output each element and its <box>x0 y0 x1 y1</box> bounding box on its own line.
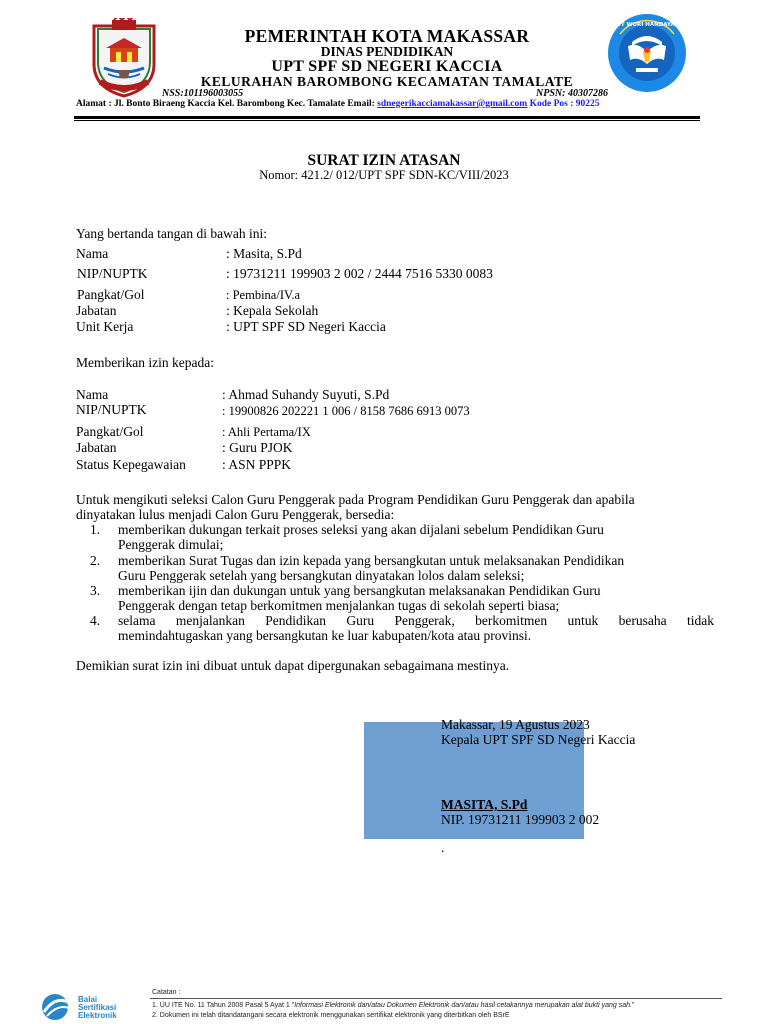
signer-value: : Kepala Sekolah <box>226 303 319 318</box>
intro-text: Yang bertanda tangan di bawah ini: <box>76 226 267 241</box>
body-paragraph-line: Untuk mengikuti seleksi Calon Guru Penggerak pada Program Pendidikan Guru Penggerak dan apabila <box>76 492 635 507</box>
grant-intro: Memberikan izin kepada: <box>76 355 214 370</box>
address-text: Alamat : Jl. Bonto Biraeng Kaccia Kel. Barombong Kec. Tamalate Email: <box>76 99 378 109</box>
list-item-text: memberikan Surat Tugas dan izin kepada yang bersangkutan untuk melaksanakan Pendidikan <box>118 553 625 568</box>
grantee-label: Status Kepegawaian <box>76 457 186 472</box>
school-name: UPT SPF SD NEGERI KACCIA <box>271 58 503 75</box>
letterhead-divider <box>74 116 700 119</box>
notes-label: Catatan : <box>152 989 181 996</box>
signer-value: : 19731211 199903 2 002 / 2444 7516 5330 0083 <box>226 266 493 281</box>
bsre-label-line: Elektronik <box>78 1011 117 1020</box>
signer-label: NIP/NUPTK <box>77 266 148 281</box>
trailing-dot: . <box>441 840 445 855</box>
note-quote: Informasi Elektronik dan/atau Dokumen Elektronik dan/atau hasil cetakannya merupakan alat bukti yang sah. <box>294 1002 632 1009</box>
grantee-value: : ASN PPPK <box>222 457 292 472</box>
email-link[interactable]: sdnegerikacciamakassar@gmail.com <box>377 99 528 109</box>
government-name: PEMERINTAH KOTA MAKASSAR <box>244 26 530 46</box>
footer-divider <box>150 998 722 999</box>
footer-note-2: 2. Dokumen ini telah ditandatangani secara elektronik menggunakan sertifikat elektronik yang diterbitkan oleh BSrE <box>152 1012 510 1019</box>
note-text: 1. UU ITE No. 11 Tahun 2008 Pasal 5 Ayat 1 " <box>152 1002 295 1009</box>
signer-value: : Pembina/IV.a <box>226 288 301 302</box>
grantee-label: Pangkat/Gol <box>76 424 144 439</box>
list-item-text: Guru Penggerak setelah yang bersangkutan dinyatakan lolos dalam seleksi; <box>118 568 525 583</box>
note-text: " <box>631 1002 635 1009</box>
list-item-text: memberikan dukungan terkait proses seleksi yang akan dijalani sebelum Pendidikan Guru <box>118 522 604 537</box>
bsre-label-line: Sertifikasi <box>78 1003 117 1012</box>
signer-label: Unit Kerja <box>76 319 134 334</box>
list-item-text: Penggerak dengan tetap berkomitmen menjalankan tugas di sekolah seperti biasa; <box>118 598 560 613</box>
grantee-value: : Ahli Pertama/IX <box>222 425 311 439</box>
svg-text:TUT WURI HANDAYANI: TUT WURI HANDAYANI <box>612 22 682 28</box>
place-date: Makassar, 19 Agustus 2023 <box>441 717 590 732</box>
list-item-number: 4. <box>90 613 101 628</box>
signer-position: Kepala UPT SPF SD Negeri Kaccia <box>441 732 636 747</box>
school-address <box>76 99 716 109</box>
signer-nip: NIP. 19731211 199903 2 002 <box>441 812 600 827</box>
list-item-text: selama menjalankan Pendidikan Guru Penggerak, berkomitmen untuk berusaha tidak <box>118 613 714 628</box>
bsre-label-line: Balai <box>78 995 98 1004</box>
list-item-text: Penggerak dimulai; <box>118 537 224 552</box>
signer-value: : UPT SPF SD Negeri Kaccia <box>226 319 386 334</box>
signer-label: Nama <box>76 246 109 261</box>
grantee-value: : Ahmad Suhandy Suyuti, S.Pd <box>222 387 390 402</box>
letterhead-divider-thin <box>74 120 700 121</box>
grantee-label: NIP/NUPTK <box>76 402 147 417</box>
letter-title: SURAT IZIN ATASAN <box>307 152 461 169</box>
bsre-logo-icon <box>38 992 74 1022</box>
footer-note-1 <box>152 1002 634 1009</box>
list-item-text: memindahtugaskan yang bersangkutan ke luar kabupaten/kota atau provinsi. <box>118 628 532 643</box>
signer-label: Jabatan <box>76 303 117 318</box>
body-paragraph-line: dinyatakan lulus menjadi Calon Guru Penggerak, bersedia: <box>76 507 395 522</box>
grantee-label: Nama <box>76 387 109 402</box>
list-item-number: 3. <box>90 583 101 598</box>
signer-value: : Masita, S.Pd <box>226 246 302 261</box>
list-item-text: memberikan ijin dan dukungan untuk yang bersangkutan melaksanakan Pendidikan Guru <box>118 583 601 598</box>
bsre-label <box>78 996 117 1020</box>
letter-number: Nomor: 421.2/ 012/UPT SPF SDN-KC/VIII/2023 <box>259 168 509 182</box>
npsn-number: NPSN: 40307286 <box>536 88 608 99</box>
list-item-number: 1. <box>90 522 101 537</box>
grantee-label: Jabatan <box>76 440 117 455</box>
signer-name: MASITA, S.Pd <box>441 797 528 812</box>
district-name: KELURAHAN BAROMBONG KECAMATAN TAMALATE <box>200 74 574 89</box>
closing-text: Demikian surat izin ini dibuat untuk dapat dipergunakan sebagaimana mestinya. <box>76 658 510 673</box>
nss-number: NSS:101196003055 <box>162 88 244 99</box>
department-name: DINAS PENDIDIKAN <box>320 44 454 59</box>
postal-code: Kode Pos : 90225 <box>527 99 600 109</box>
grantee-value: : 19900826 202221 1 006 / 8158 7686 6913 0073 <box>222 404 470 418</box>
list-item-number: 2. <box>90 553 101 568</box>
grantee-value: : Guru PJOK <box>222 440 293 455</box>
signer-label: Pangkat/Gol <box>77 287 145 302</box>
